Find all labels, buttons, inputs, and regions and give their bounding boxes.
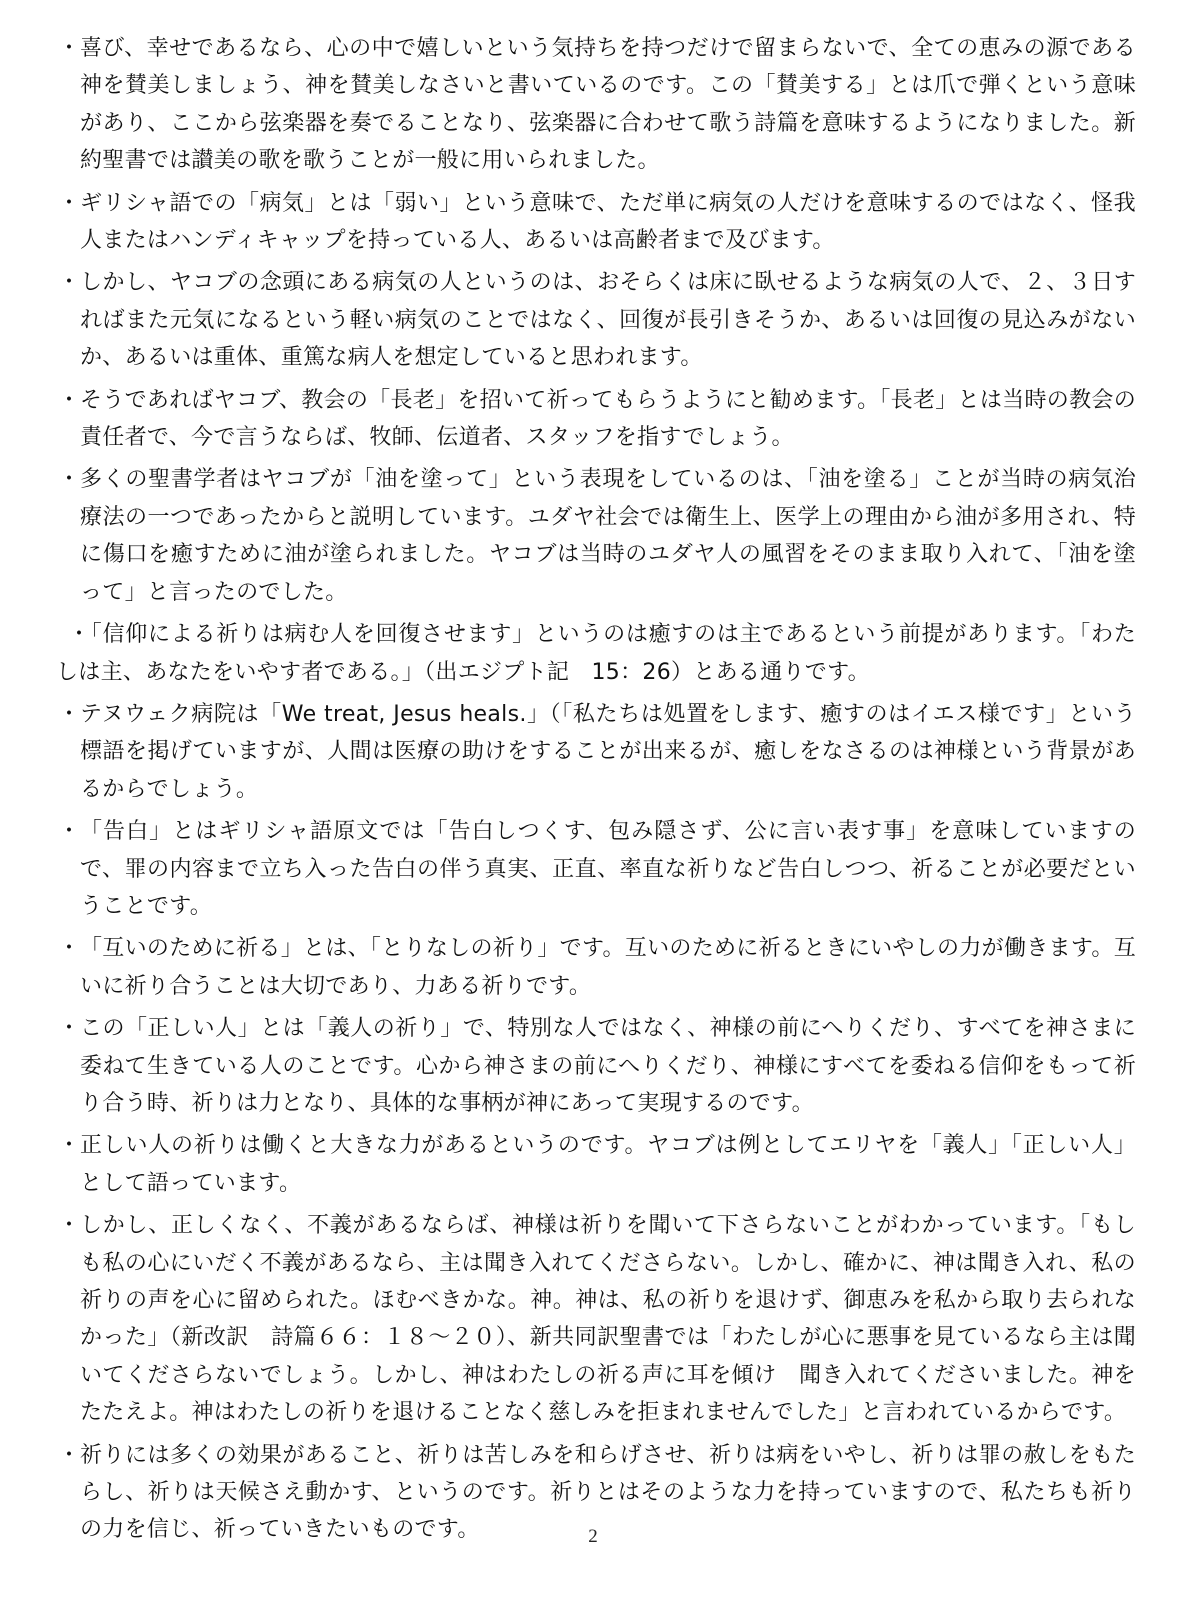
paragraph-text: しかし、ヤコブの念頭にある病気の人というのは、おそらくは床に臥せるような病気の人で、２、３日すればまた元気になるという軽い病気のことではなく、回復が長引きそうか、あるいは回復の見込みがないか、あるいは重体、重篤な病人を想定していると思われます。: [80, 270, 1136, 371]
list-item: [56, 461, 1136, 611]
list-item: [56, 813, 1136, 925]
paragraph-text: この「正しい人」とは「義人の祈り」で、特別な人ではなく、神様の前にへりくだり、すべてを神さまに委ねて生きている人のことです。心から神さまの前にへりくだり、神様にすべてを委ねる信仰をもって祈り合う時、祈りは力となり、具体的な事柄が神にあって実現するのです。: [80, 1016, 1136, 1116]
paragraph-text: 「信仰による祈りは病む人を回復させます」というのは癒すのは主であるという前提があります。「わたしは主、あなたをいやす者である。」（出エジプト記 15：26）とある通りです。: [56, 622, 1136, 685]
list-item: [56, 1207, 1136, 1431]
bullet: ・: [68, 622, 91, 648]
bullet: ・: [58, 1213, 81, 1239]
bullet: ・: [58, 936, 81, 962]
list-item: [56, 1127, 1136, 1202]
bullet: ・: [58, 36, 81, 61]
document-body: [56, 30, 1136, 1554]
paragraph-text: テヌウェク病院は「We treat, Jesus heals.」（「私たちは処置をします、癒すのはイエス様です」という標語を掲げていますが、人間は医療の助けをすることが出来るが、癒しをなさるのは神様という背景があるからでしょう。: [80, 701, 1136, 802]
bullet: ・: [58, 701, 81, 727]
paragraph-text: 「互いのために祈る」とは、「とりなしの祈り」です。互いのために祈るときにいやしの力が働きます。互いに祈り合うことは大切であり、力ある祈りです。: [80, 936, 1136, 999]
bullet: ・: [58, 1133, 81, 1159]
list-item: [56, 30, 1136, 180]
list-item: [56, 382, 1136, 457]
paragraph-text: しかし、正しくなく、不義があるならば、神様は祈りを聞いて下さらないことがわかっています。「もしも私の心にいだく不義があるなら、主は聞き入れてくださらない。しかし、確かに、神は聞き入れ、私の祈りの声を心に留められた。ほむべきかな。神。神は、私の祈りを退けず、御恵みを私から取り去られなかった」（新改訳 詩篇６６：１８～２０）、新共同訳聖書では「わたしが心に悪事を見ているなら主は聞いてくださらないでしょう。しかし、神はわたしの祈る声に耳を傾け 聞き入れてくださいました。神をたたえよ。神はわたしの祈りを退けることなく慈しみを拒まれませんでした」と言われているからです。: [80, 1213, 1136, 1426]
paragraph-text: 正しい人の祈りは働くと大きな力があるというのです。ヤコブは例としてエリヤを「義人」「正しい人」として語っています。: [80, 1133, 1136, 1196]
paragraph-text: 祈りには多くの効果があること、祈りは苦しみを和らげさせ、祈りは病をいやし、祈りは罪の赦しをもたらし、祈りは天候さえ動かす、というのです。祈りとはそのような力を持っていますので、私たちも祈りの力を信じ、祈っていきたいものです。: [80, 1442, 1136, 1543]
paragraph-text: ギリシャ語での「病気」とは「弱い」という意味で、ただ単に病気の人だけを意味するのではなく、怪我人またはハンディキャップを持っている人、あるいは高齢者まで及びます。: [80, 190, 1136, 254]
bullet: ・: [58, 387, 81, 413]
paragraph-text: 喜び、幸せであるなら、心の中で嬉しいという気持ちを持つだけで留まらないで、全ての恵みの源である神を賛美しましょう、神を賛美しなさいと書いているのです。この「賛美する」とは爪で弾くという意味があり、ここから弦楽器を奏でることなり、弦楽器に合わせて歌う詩篇を意味するようになりました。新約聖書では讃美の歌を歌うことが一般に用いられました。: [80, 36, 1136, 174]
list-item: [56, 185, 1136, 260]
list-item: [56, 930, 1136, 1005]
paragraph-text: そうであればヤコブ、教会の「長老」を招いて祈ってもらうようにと勧めます。「長老」とは当時の教会の責任者で、今で言うならば、牧師、伝道者、スタッフを指すでしょう。: [80, 387, 1136, 451]
paragraph-text: 「告白」とはギリシャ語原文では「告白しつくす、包み隠さず、公に言い表す事」を意味していますので、罪の内容まで立ち入った告白の伴う真実、正直、率直な祈りなど告白しつつ、祈ることが必要だということです。: [80, 819, 1136, 919]
list-item: [56, 616, 1136, 691]
bullet: ・: [58, 1442, 81, 1468]
list-item: [56, 1010, 1136, 1122]
bullet: ・: [58, 819, 81, 845]
list-item: [56, 264, 1136, 376]
bullet: ・: [58, 1016, 81, 1042]
bullet: ・: [58, 270, 81, 296]
paragraph-text: 多くの聖書学者はヤコブが「油を塗って」という表現をしているのは、「油を塗る」ことが当時の病気治療法の一つであったからと説明しています。ユダヤ社会では衛生上、医学上の理由から油が多用され、特に傷口を癒すために油が塗られました。ヤコブは当時のユダヤ人の風習をそのまま取り入れて、「油を塗って」と言ったのでした。: [80, 467, 1136, 605]
bullet: ・: [58, 467, 81, 493]
page-number: 2: [588, 1526, 598, 1547]
bullet: ・: [58, 190, 81, 216]
list-item: [56, 696, 1136, 808]
